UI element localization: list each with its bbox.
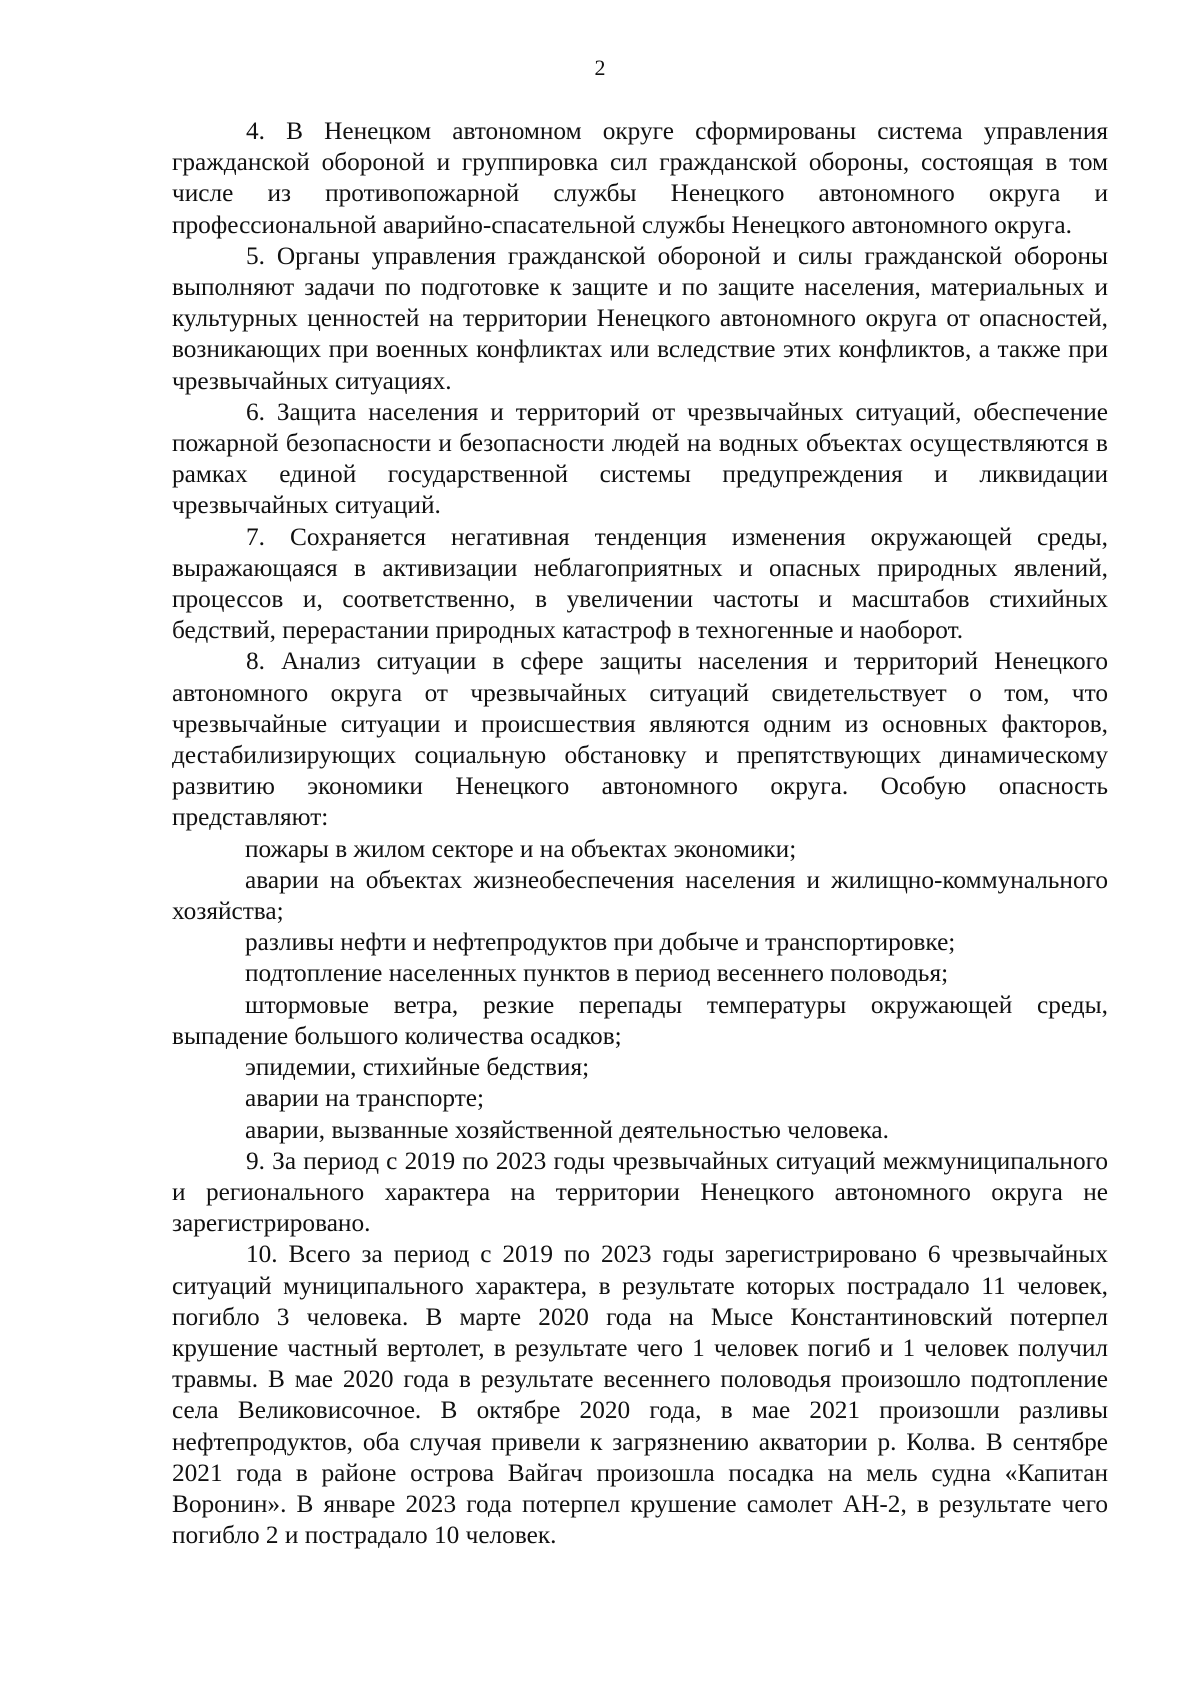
list-item-epidemics: эпидемии, стихийные бедствия; (245, 1053, 590, 1082)
paragraph-5: 5. Органы управления гражданской обороной и силы гражданской обороны выполняют задачи по подготовке к защите и по защите населения, материальных и культурных ценностей на территории Ненецкого автономного округа от опасностей, возникающих при военных конфликтах или вследствие этих конфликтов, а также при чрезвычайных ситуациях. (172, 241, 1108, 395)
document-body (172, 116, 1108, 1551)
list-item-flooding: подтопление населенных пунктов в период весеннего половодья; (245, 959, 949, 988)
list-item-utility-accidents: аварии на объектах жизнеобеспечения населения и жилищно-коммунального хозяйства; (172, 865, 1108, 926)
paragraph-7: 7. Сохраняется негативная тенденция изменения окружающей среды, выражающаяся в активизации неблагоприятных и опасных природных явлений, процессов и, соответственно, в увеличении частоты и масштабов стихийных бедствий, перерастании природных катастроф в техногенные и наоборот. (172, 522, 1108, 645)
list-item-storms: штормовые ветра, резкие перепады температуры окружающей среды, выпадение большого количества осадков; (172, 990, 1108, 1050)
paragraph-9: 9. За период с 2019 по 2023 годы чрезвычайных ситуаций межмуниципального и регионального характера на территории Ненецкого автономного округа не зарегистрировано. (172, 1146, 1108, 1238)
list-item-oil-spills: разливы нефти и нефтепродуктов при добыче и транспортировке; (245, 928, 956, 957)
paragraph-10: 10. Всего за период с 2019 по 2023 годы зарегистрировано 6 чрезвычайных ситуаций муниципального характера, в результате которых пострадало 11 человек, погибло 3 человека. В марте 2020 года на Мысе Константиновский потерпел крушение частный вертолет, в результате чего 1 человек погиб и 1 человек получил травмы. В мае 2020 года в результате весеннего половодья произошло подтопление села Великовисочное. В октябре 2020 года, в мае 2021 произошли разливы нефтепродуктов, оба случая привели к загрязнению акватории р. Колва. В сентябре 2021 года в районе острова Вайгач произошла посадка на мель судна «Капитан Воронин». В январе 2023 года потерпел крушение самолет АН-2, в результате чего погибло 2 и пострадало 10 человек. (172, 1240, 1108, 1550)
paragraph-8: 8. Анализ ситуации в сфере защиты населения и территорий Ненецкого автономного округа от чрезвычайных ситуаций свидетельствует о том, что чрезвычайные ситуации и происшествия являются одним из основных факторов, дестабилизирующих социальную обстановку и препятствующих динамическому развитию экономики Ненецкого автономного округа. Особую опасность представляют: (172, 647, 1108, 832)
list-item-human-activity-accidents: аварии, вызванные хозяйственной деятельностью человека. (245, 1115, 889, 1144)
paragraph-4: 4. В Ненецком автономном округе сформированы система управления гражданской обороной и группировка сил гражданской обороны, состоящая в том числе из противопожарной службы Ненецкого автономного округа и профессиональной аварийно-спасательной службы Ненецкого автономного округа. (172, 117, 1108, 239)
list-item-transport-accidents: аварии на транспорте; (245, 1084, 485, 1113)
list-item-fires: пожары в жилом секторе и на объектах экономики; (245, 834, 797, 863)
paragraph-6: 6. Защита населения и территорий от чрезвычайных ситуаций, обеспечение пожарной безопасности и безопасности людей на водных объектах осуществляются в рамках единой государственной системы предупреждения и ликвидации чрезвычайных ситуаций. (172, 397, 1108, 520)
page-number: 2 (594, 55, 606, 80)
